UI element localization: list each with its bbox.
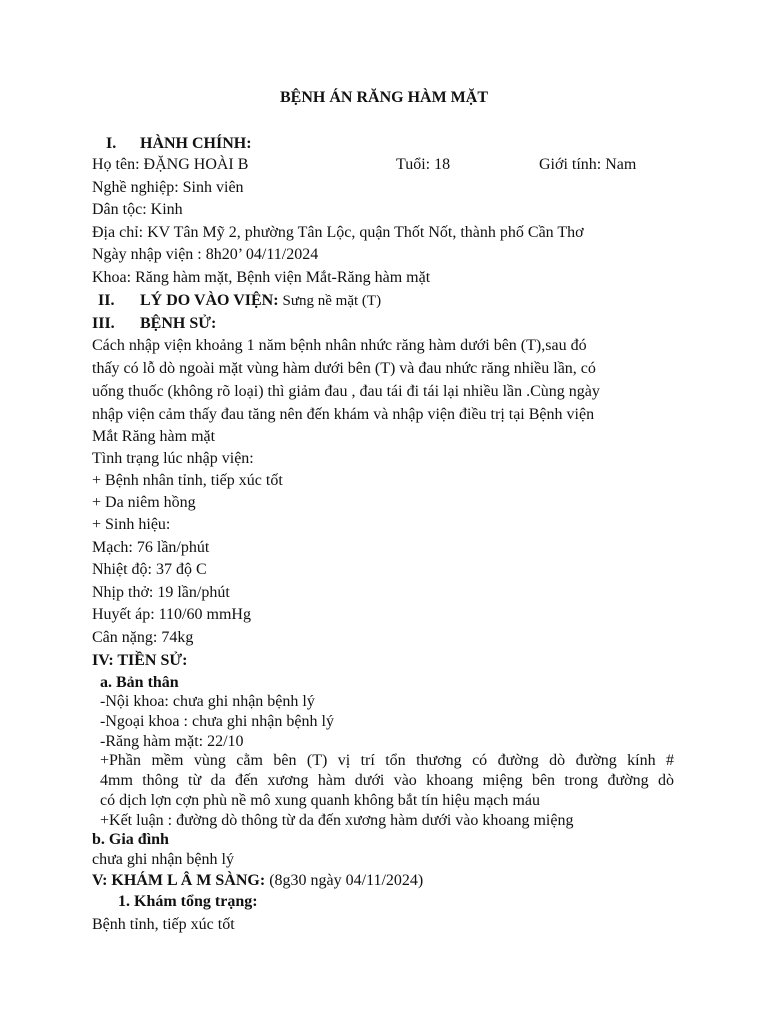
- section-1-heading: HÀNH CHÍNH:: [140, 135, 252, 152]
- section-5-heading: V: KHÁM L Â M SÀNG:: [92, 872, 266, 889]
- exam-time: (8g30 ngày 04/11/2024): [269, 872, 424, 889]
- history-line: Cách nhập viện khoảng 1 năm bệnh nhân nhức răng hàm dưới bên (T),sau đó: [92, 337, 587, 354]
- vital-temperature: Nhiệt độ: 37 độ C: [92, 561, 207, 578]
- patient-ethnicity: Dân tộc: Kinh: [92, 201, 183, 218]
- history-line: nhập viện cảm thấy đau tăng nên đến khám và nhập viện điều trị tại Bệnh viện: [92, 406, 595, 423]
- section-1-number: I.: [106, 135, 117, 152]
- section-5-line: [92, 871, 423, 891]
- status-line: + Bệnh nhân tỉnh, tiếp xúc tốt: [92, 472, 283, 489]
- patient-address: Địa chỉ: KV Tân Mỹ 2, phường Tân Lộc, quận Thốt Nốt, thành phố Cần Thơ: [92, 224, 584, 241]
- vital-pulse: Mạch: 76 lần/phút: [92, 539, 210, 556]
- personal-history-line: -Răng hàm mặt: 22/10: [100, 733, 244, 750]
- personal-history-line: -Nội khoa: chưa ghi nhận bệnh lý: [100, 693, 315, 710]
- patient-age: Tuổi: 18: [396, 156, 451, 173]
- history-line: thấy có lỗ dò ngoài mặt vùng hàm dưới bên (T) và đau nhức răng nhiều lần, có: [92, 360, 596, 377]
- history-line: uống thuốc (không rõ loại) thì giảm đau , đau tái đi tái lại nhiều lần .Cùng ngày: [92, 383, 600, 400]
- status-line: Tình trạng lúc nhập viện:: [92, 450, 254, 467]
- conclusion-line: +Kết luận : đường dò thông từ da đến xương hàm dưới vào khoang miệng: [100, 812, 574, 829]
- soft-tissue-line: 4mm thông từ da đến xương hàm dưới vào khoang miệng bên trong đường dò: [100, 772, 674, 789]
- personal-history-line: -Ngoại khoa : chưa ghi nhận bệnh lý: [100, 713, 334, 730]
- family-history-text: chưa ghi nhận bệnh lý: [92, 851, 234, 868]
- general-exam-heading: 1. Khám tổng trạng:: [118, 893, 258, 910]
- section-2-heading: LÝ DO VÀO VIỆN:: [140, 292, 279, 309]
- history-line: Mắt Răng hàm mặt: [92, 428, 216, 445]
- vital-weight: Cân nặng: 74kg: [92, 629, 194, 646]
- status-line: + Sinh hiệu:: [92, 516, 171, 533]
- patient-name: Họ tên: ĐẶNG HOÀI B: [92, 156, 249, 173]
- admission-date: Ngày nhập viện : 8h20’ 04/11/2024: [92, 246, 319, 263]
- personal-history-heading: a. Bản thân: [100, 674, 179, 691]
- soft-tissue-line: có dịch lợn cợn phù nề mô xung quanh không bắt tín hiệu mạch máu: [100, 792, 540, 809]
- department: Khoa: Răng hàm mặt, Bệnh viện Mắt-Răng hàm mặt: [92, 269, 431, 286]
- family-history-heading: b. Gia đình: [92, 831, 169, 848]
- section-2-line: [140, 291, 381, 311]
- section-3-number: III.: [92, 315, 115, 332]
- soft-tissue-line: +Phần mềm vùng cằm bên (T) vị trí tổn thương có đường dò đường kính #: [100, 752, 674, 769]
- general-exam-text: Bệnh tỉnh, tiếp xúc tốt: [92, 916, 235, 933]
- patient-occupation: Nghề nghiệp: Sinh viên: [92, 179, 244, 196]
- status-line: + Da niêm hồng: [92, 494, 196, 511]
- section-2-number: II.: [98, 292, 115, 309]
- patient-sex: Giới tính: Nam: [539, 156, 637, 173]
- admission-reason: Sưng nề mặt (T): [282, 293, 382, 309]
- section-4-heading: IV: TIỀN SỬ:: [92, 652, 188, 669]
- vital-respiration: Nhịp thở: 19 lần/phút: [92, 584, 230, 601]
- document-title: BỆNH ÁN RĂNG HÀM MẶT: [280, 89, 488, 106]
- section-3-heading: BỆNH SỬ:: [140, 315, 217, 332]
- vital-blood-pressure: Huyết áp: 110/60 mmHg: [92, 606, 251, 623]
